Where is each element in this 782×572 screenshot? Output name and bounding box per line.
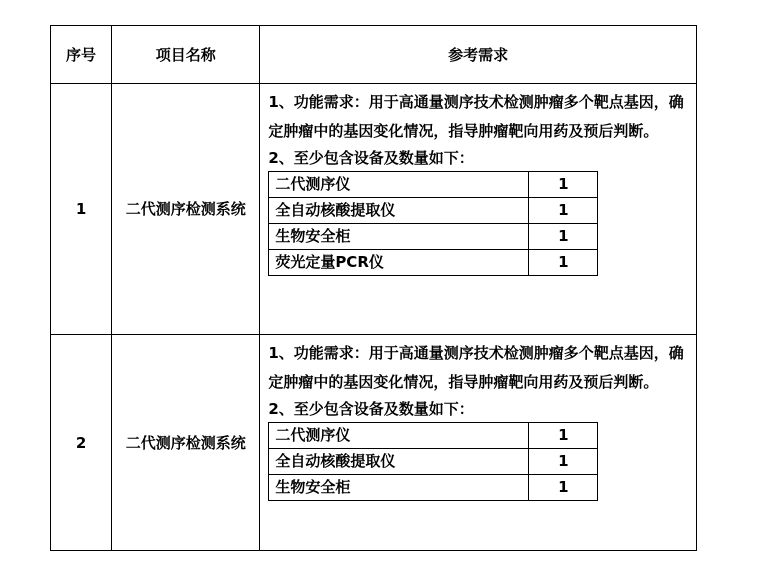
equipment-qty: 1 — [529, 423, 598, 449]
equipment-name: 生物安全柜 — [269, 475, 529, 501]
equipment-name: 全自动核酸提取仪 — [269, 198, 529, 224]
equipment-qty: 1 — [529, 250, 598, 276]
equipment-qty: 1 — [529, 224, 598, 250]
equipment-row — [269, 423, 598, 449]
project-name-cell — [112, 84, 260, 335]
equipment-qty: 1 — [529, 449, 598, 475]
function-requirement: 1、功能需求：用于高通量测序技术检测肿瘤多个靶点基因，确定肿瘤中的基因变化情况，指导肿瘤靶向用药及预后判断。 — [268, 344, 684, 391]
equipment-table — [268, 422, 598, 501]
requirements-table — [50, 25, 697, 551]
equipment-qty: 1 — [529, 475, 598, 501]
row-number: 1 — [51, 84, 112, 335]
requirement-cell — [260, 335, 697, 551]
equipment-name: 二代测序仪 — [269, 423, 529, 449]
equipment-qty: 1 — [529, 198, 598, 224]
requirement-cell — [260, 84, 697, 335]
equipment-row — [269, 449, 598, 475]
equipment-row — [269, 198, 598, 224]
project-name-cell — [112, 335, 260, 551]
table-row — [51, 335, 697, 551]
equipment-name: 全自动核酸提取仪 — [269, 449, 529, 475]
header-name: 项目名称 — [112, 26, 260, 84]
equipment-row — [269, 250, 598, 276]
equipment-table — [268, 171, 598, 276]
table-row — [51, 84, 697, 335]
equipment-row — [269, 224, 598, 250]
project-name: 二代测序检测系统 — [125, 433, 246, 452]
equipment-name: 生物安全柜 — [269, 224, 529, 250]
equipment-name: 荧光定量PCR仪 — [269, 250, 529, 276]
function-requirement: 1、功能需求：用于高通量测序技术检测肿瘤多个靶点基因，确定肿瘤中的基因变化情况，指导肿瘤靶向用药及预后判断。 — [268, 93, 684, 140]
header-row — [51, 26, 697, 84]
equipment-qty: 1 — [529, 172, 598, 198]
header-req: 参考需求 — [260, 26, 697, 84]
equipment-name: 二代测序仪 — [269, 172, 529, 198]
equipment-row — [269, 475, 598, 501]
equipment-intro: 2、至少包含设备及数量如下： — [268, 400, 474, 418]
row-number: 2 — [51, 335, 112, 551]
header-no: 序号 — [51, 26, 112, 84]
equipment-row — [269, 172, 598, 198]
equipment-intro: 2、至少包含设备及数量如下： — [268, 149, 474, 167]
project-name: 二代测序检测系统 — [125, 200, 246, 218]
